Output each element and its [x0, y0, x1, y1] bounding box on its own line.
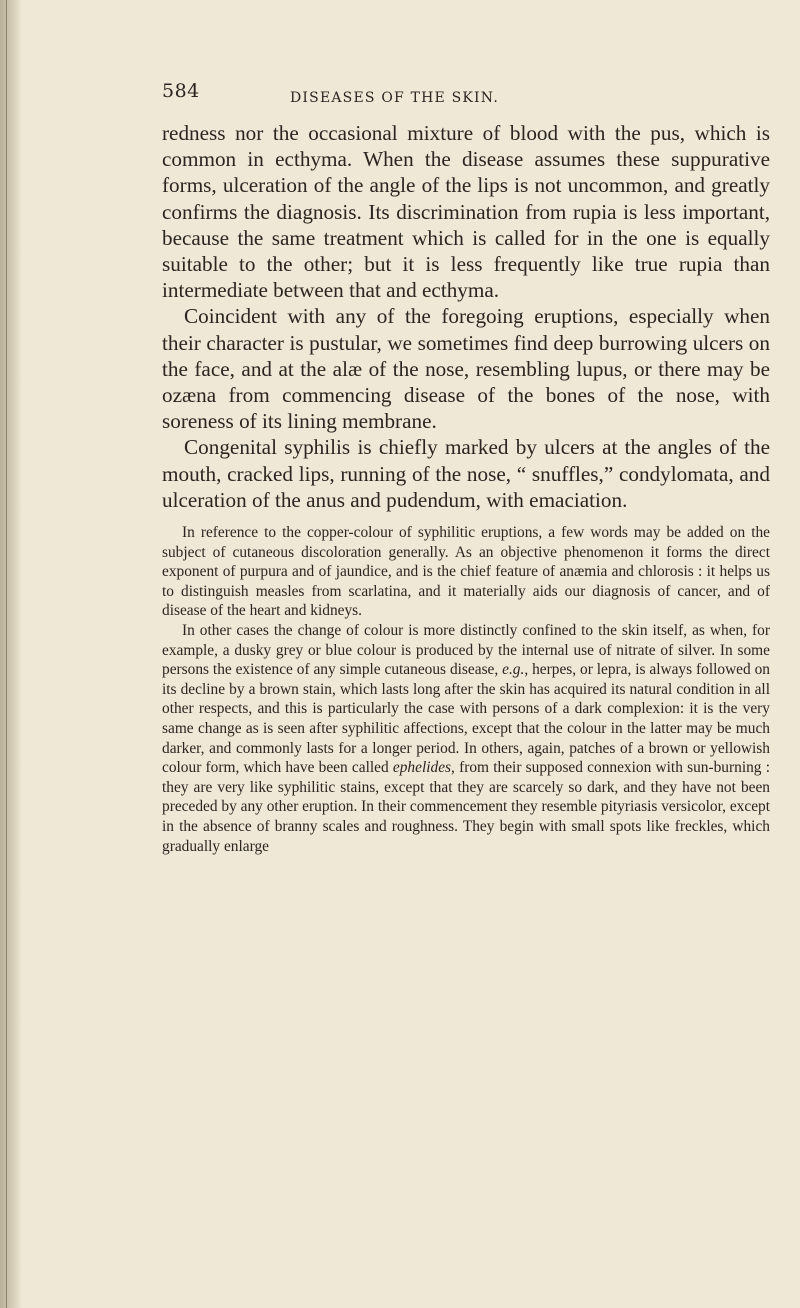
text-run: , from their supposed connexion with sun-burning : they are very like syphilitic stains, except that they are scarcely so dark, and they have not been preceded by any other eruption. In their commencement they resemble pityriasis versicolor, except in the absence of branny scales and roughness. They begin with small spots like freckles, which gradually enlarge [162, 759, 770, 855]
small-paragraph: In reference to the copper-colour of syphilitic eruptions, a few words may be added on the subject of cutaneous discoloration generally. As an objective phenomenon it forms the direct exponent of purpura and of jaundice, and is the chief feature of anæmia and chlorosis : it helps us to distinguish measles from scarlatina, and it materially aids our diagnosis of cancer, and of disease of the heart and kidneys. [162, 524, 770, 620]
paragraph: redness nor the occasional mixture of blood with the pus, which is common in ecthyma. When the disease assumes these suppurative forms, ulceration of the angle of the lips is not uncommon, and greatly confirms the diagnosis. Its discrimination from rupia is less important, because the same treatment which is called for in the one is equally suitable to the other; but it is less frequently like true rupia than intermediate between that and ecthyma. [162, 121, 770, 303]
text-run: , herpes, or lepra, is always followed on its decline by a brown stain, which lasts long after the skin has acquired its natural condition in all other respects, and this is particularly the case with persons of a dark complexion: it is the very same change as is seen after syphilitic affections, except that the colour in the latter may be much darker, and commonly lasts for a longer period. In others, again, patches of a brown or yellowish colour form, which have been called [162, 661, 770, 777]
paragraph: Coincident with any of the foregoing eruptions, especially when their character is pustular, we sometimes find deep burrowing ulcers on the face, and at the alæ of the nose, resembling lupus, or there may be ozæna from commencing disease of the bones of the nose, with soreness of its lining membrane. [162, 304, 770, 434]
italic-term: ephelides [392, 759, 452, 777]
paragraph: Congenital syphilis is chiefly marked by ulcers at the angles of the mouth, cracked lips, running of the nose, “ snuffles,” condylomata, and ulceration of the anus and pudendum, with emaciation. [162, 435, 770, 512]
page-edge-line [6, 0, 7, 1308]
page-edge-shadow [0, 0, 22, 1308]
small-paragraph [162, 621, 770, 856]
running-title: DISEASES OF THE SKIN. [290, 90, 499, 106]
text-run: In other cases the change of colour is more distinctly confined to the skin itself, as when, for example, a dusky grey or blue colour is produced by the internal use of nitrate of silver. In some persons the existence of any simple cutaneous disease, [162, 622, 770, 679]
italic-term: e.g. [502, 661, 525, 679]
body-text [162, 120, 770, 856]
page-number: 584 [162, 80, 200, 102]
